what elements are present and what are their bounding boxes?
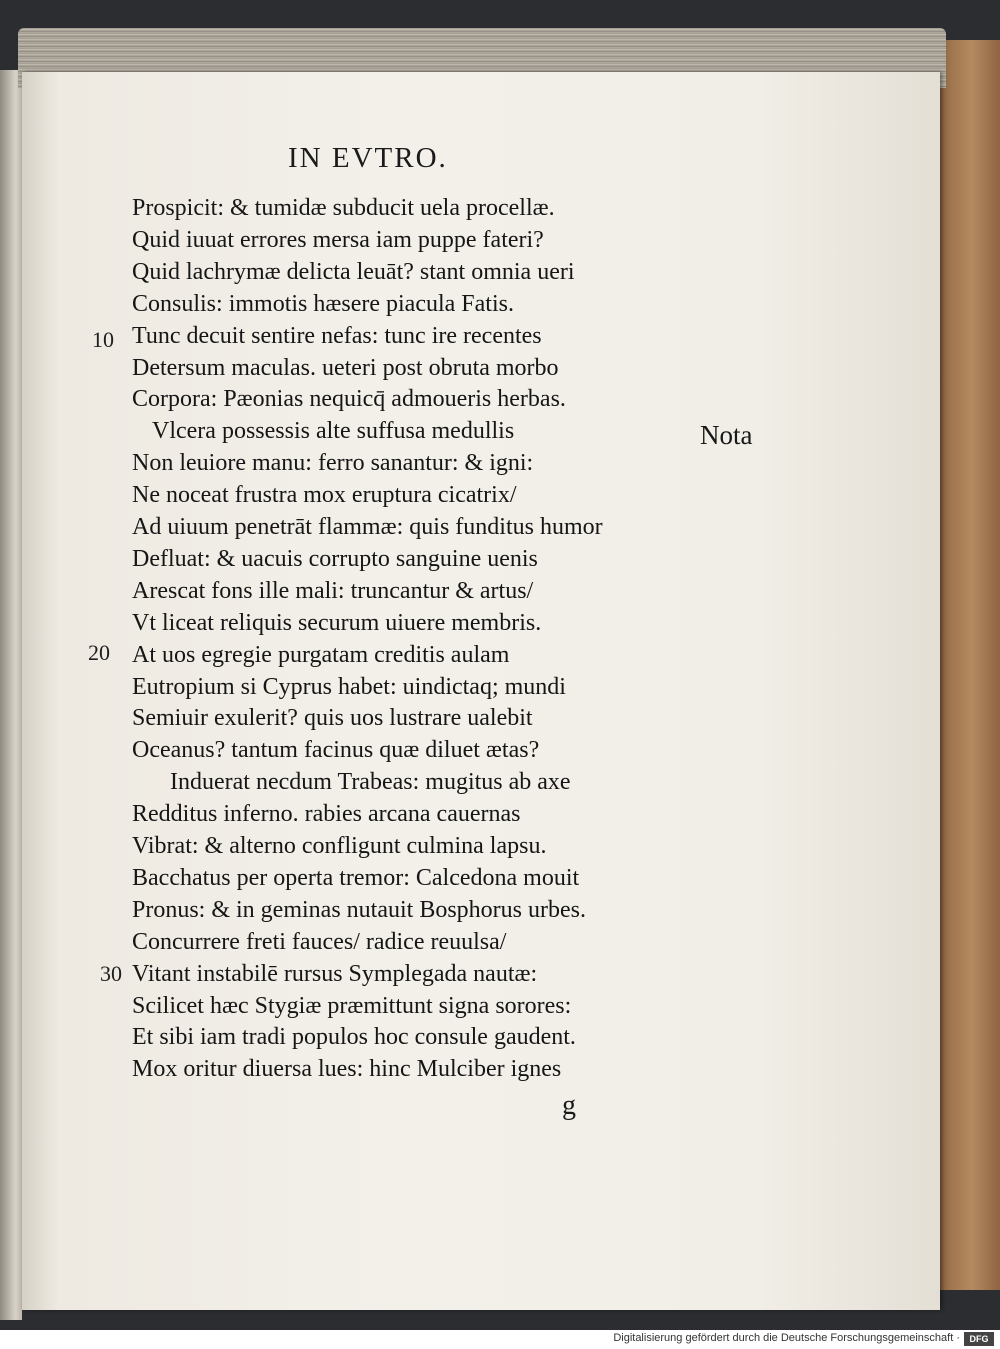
verse-line: Prospicit: & tumidæ subducit uela procellæ.: [132, 195, 555, 221]
verse-line: Non leuiore manu: ferro sanantur: & igni:: [132, 450, 534, 477]
verse-line: Et sibi iam tradi populos hoc consule gaudent.: [132, 1024, 576, 1051]
verse-line: Semiuir exulerit? quis uos lustrare ualebit: [132, 705, 533, 732]
verse-line: Concurrere freti fauces/ radice reuulsa/: [132, 928, 507, 955]
line-number-10: 10: [92, 327, 114, 352]
line-number-30: 30: [100, 961, 122, 986]
verse-line: At uos egregie purgatam creditis aulam: [132, 641, 510, 668]
verse-line: Redditus inferno. rabies arcana cauernas: [132, 801, 521, 828]
line-number-20: 20: [88, 640, 110, 665]
verse-line: Bacchatus per operta tremor: Calcedona mouit: [132, 864, 580, 891]
verse-line: Tunc decuit sentire nefas: tunc ire recentes: [132, 322, 542, 349]
verse-line: Consulis: immotis hæsere piacula Fatis.: [132, 290, 514, 317]
verse-line: Ad uiuum penetrāt flammæ: quis funditus humor: [132, 514, 603, 540]
verse-line: Quid lachrymæ delicta leuāt? stant omnia ueri: [132, 258, 575, 285]
margin-note: Nota: [700, 420, 753, 450]
verse-line: Vlcera possessis alte suffusa medullis: [152, 418, 515, 445]
verse-line: Corpora: Pæonias nequicq̄ admoueris herbas.: [132, 386, 566, 413]
verse-line: Detersum maculas. ueteri post obruta morbo: [132, 354, 559, 381]
verse-line: Eutropium si Cyprus habet: uindictaq; mundi: [132, 673, 566, 700]
verse-line: Vibrat: & alterno confligunt culmina lapsu.: [132, 833, 547, 859]
footer-bar: [0, 1330, 1000, 1349]
verse-line: Ne noceat frustra mox eruptura cicatrix/: [132, 482, 517, 509]
page-header: IN EVTRO.: [288, 142, 448, 174]
verse-line: Scilicet hæc Stygiæ præmittunt signa sorores:: [132, 992, 572, 1019]
verse-line: Induerat necdum Trabeas: mugitus ab axe: [170, 769, 571, 796]
book-cover-edge: [930, 40, 1000, 1290]
verse-line: Quid iuuat errores mersa iam puppe fateri?: [132, 226, 544, 253]
verse-line: Mox oritur diuersa lues: hinc Mulciber ignes: [132, 1056, 562, 1083]
facing-page-edge: [0, 70, 22, 1320]
verse-line: Vt liceat reliquis securum uiuere membris.: [132, 609, 542, 636]
verse-line: Pronus: & in geminas nutauit Bosphorus urbes.: [132, 896, 586, 923]
signature-mark: g: [562, 1090, 576, 1121]
verse-line: Vitant instabilē rursus Symplegada nautæ:: [132, 960, 538, 987]
verse-line: Arescat fons ille mali: truncantur & artus/: [132, 577, 534, 604]
verse-line: Defluat: & uacuis corrupto sanguine uenis: [132, 545, 538, 572]
dfg-logo-icon: DFG: [964, 1332, 994, 1346]
footer-credit: Digitalisierung gefördert durch die Deutsche Forschungsgemeinschaft ·: [613, 1332, 960, 1344]
verse-line: Oceanus? tantum facinus quæ diluet ætas?: [132, 737, 540, 764]
